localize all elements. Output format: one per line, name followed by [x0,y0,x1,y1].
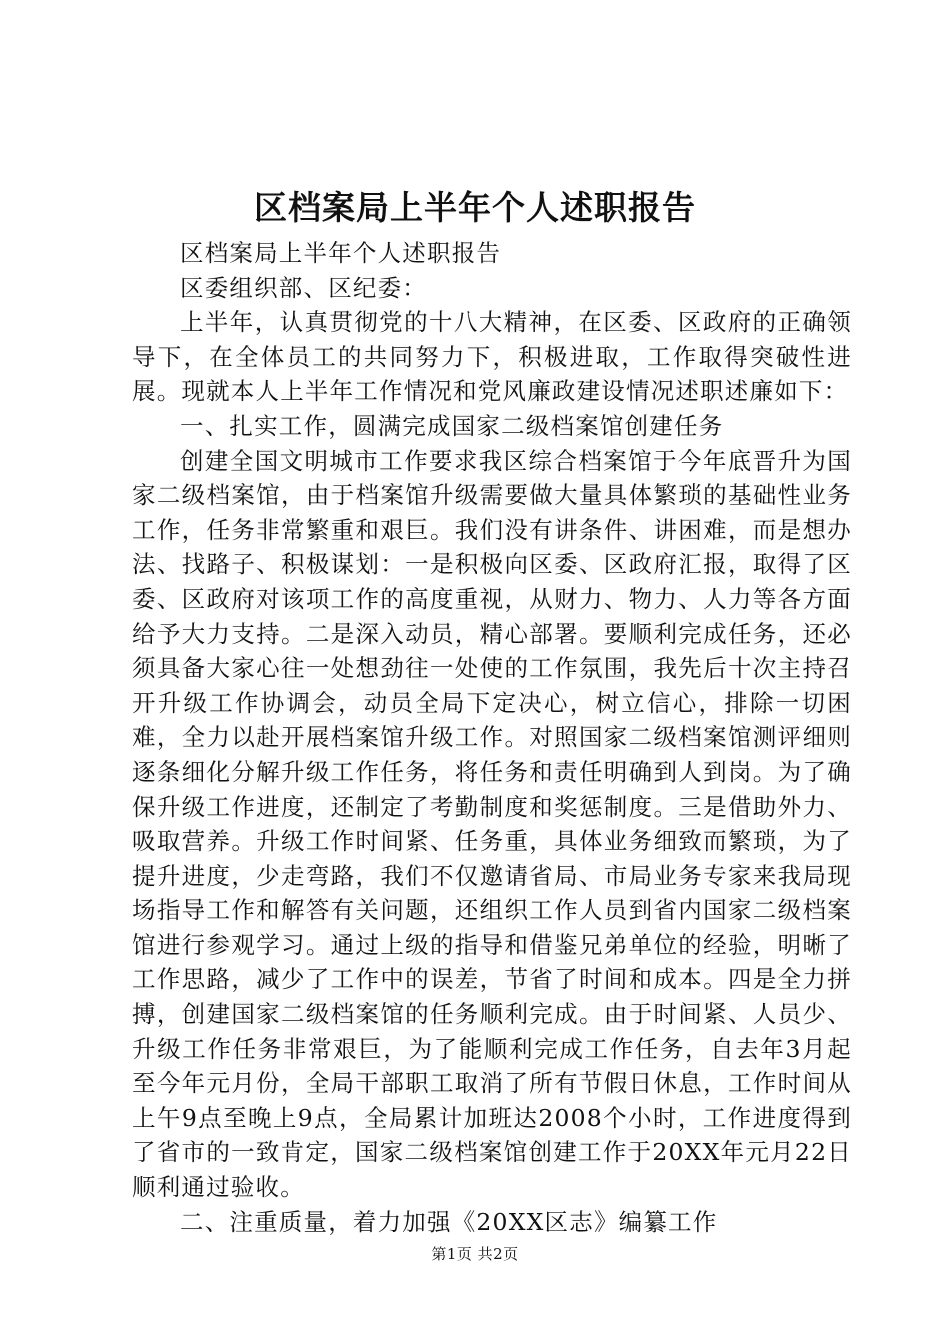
body-paragraph-section-1: 创建全国文明城市工作要求我区综合档案馆于今年底晋升为国家二级档案馆，由于档案馆升级需要做大量具体繁琐的基础性业务工作，任务非常繁重和艰巨。我们没有讲条件、讲困难，而是想办法、找路子、积极谋划：一是积极向区委、区政府汇报，取得了区委、区政府对该项工作的高度重视，从财力、物力、人力等各方面给予大力支持。二是深入动员，精心部署。要顺利完成任务，还必须具备大家心往一处想劲往一处使的工作氛围，我先后十次主持召开升级工作协调会，动员全局下定决心，树立信心，排除一切困难，全力以赴开展档案馆升级工作。对照国家二级档案馆测评细则逐条细化分解升级工作任务，将任务和责任明确到人到岗。为了确保升级工作进度，还制定了考勤制度和奖惩制度。三是借助外力、吸取营养。升级工作时间紧、任务重，具体业务细致而繁琐，为了提升进度，少走弯路，我们不仅邀请省局、市局业务专家来我局现场指导工作和解答有关问题，还组织工作人员到省内国家二级档案馆进行参观学习。通过上级的指导和借鉴兄弟单位的经验，明晰了工作思路，减少了工作中的误差，节省了时间和成本。四是全力拼搏，创建国家二级档案馆的任务顺利完成。由于时间紧、人员少、升级工作任务非常艰巨，为了能顺利完成工作任务，自去年3月起至今年元月份，全局干部职工取消了所有节假日休息，工作时间从上午9点至晚上9点，全局累计加班达2008个小时，工作进度得到了省市的一致肯定，国家二级档案馆创建工作于20XX年元月22日顺利通过验收。 [132,446,852,1202]
body-paragraph-intro: 上半年，认真贯彻党的十八大精神，在区委、区政府的正确领导下，在全体员工的共同努力下，积极进取，工作取得突破性进展。现就本人上半年工作情况和党风廉政建设情况述职述廉如下： [132,308,852,406]
section-heading-1: 一、扎实工作，圆满完成国家二级档案馆创建任务 [180,411,724,440]
document-title: 区档案局上半年个人述职报告 [254,188,696,227]
body-paragraph-salutation: 区委组织部、区纪委： [180,273,427,302]
document-body [132,236,852,1239]
body-paragraph-heading-repeat: 区档案局上半年个人述职报告 [180,239,502,267]
section-heading-2: 二、注重质量，着力加强《20XX区志》编纂工作 [180,1207,718,1236]
page-footer: 第1页 共2页 [431,1245,519,1263]
